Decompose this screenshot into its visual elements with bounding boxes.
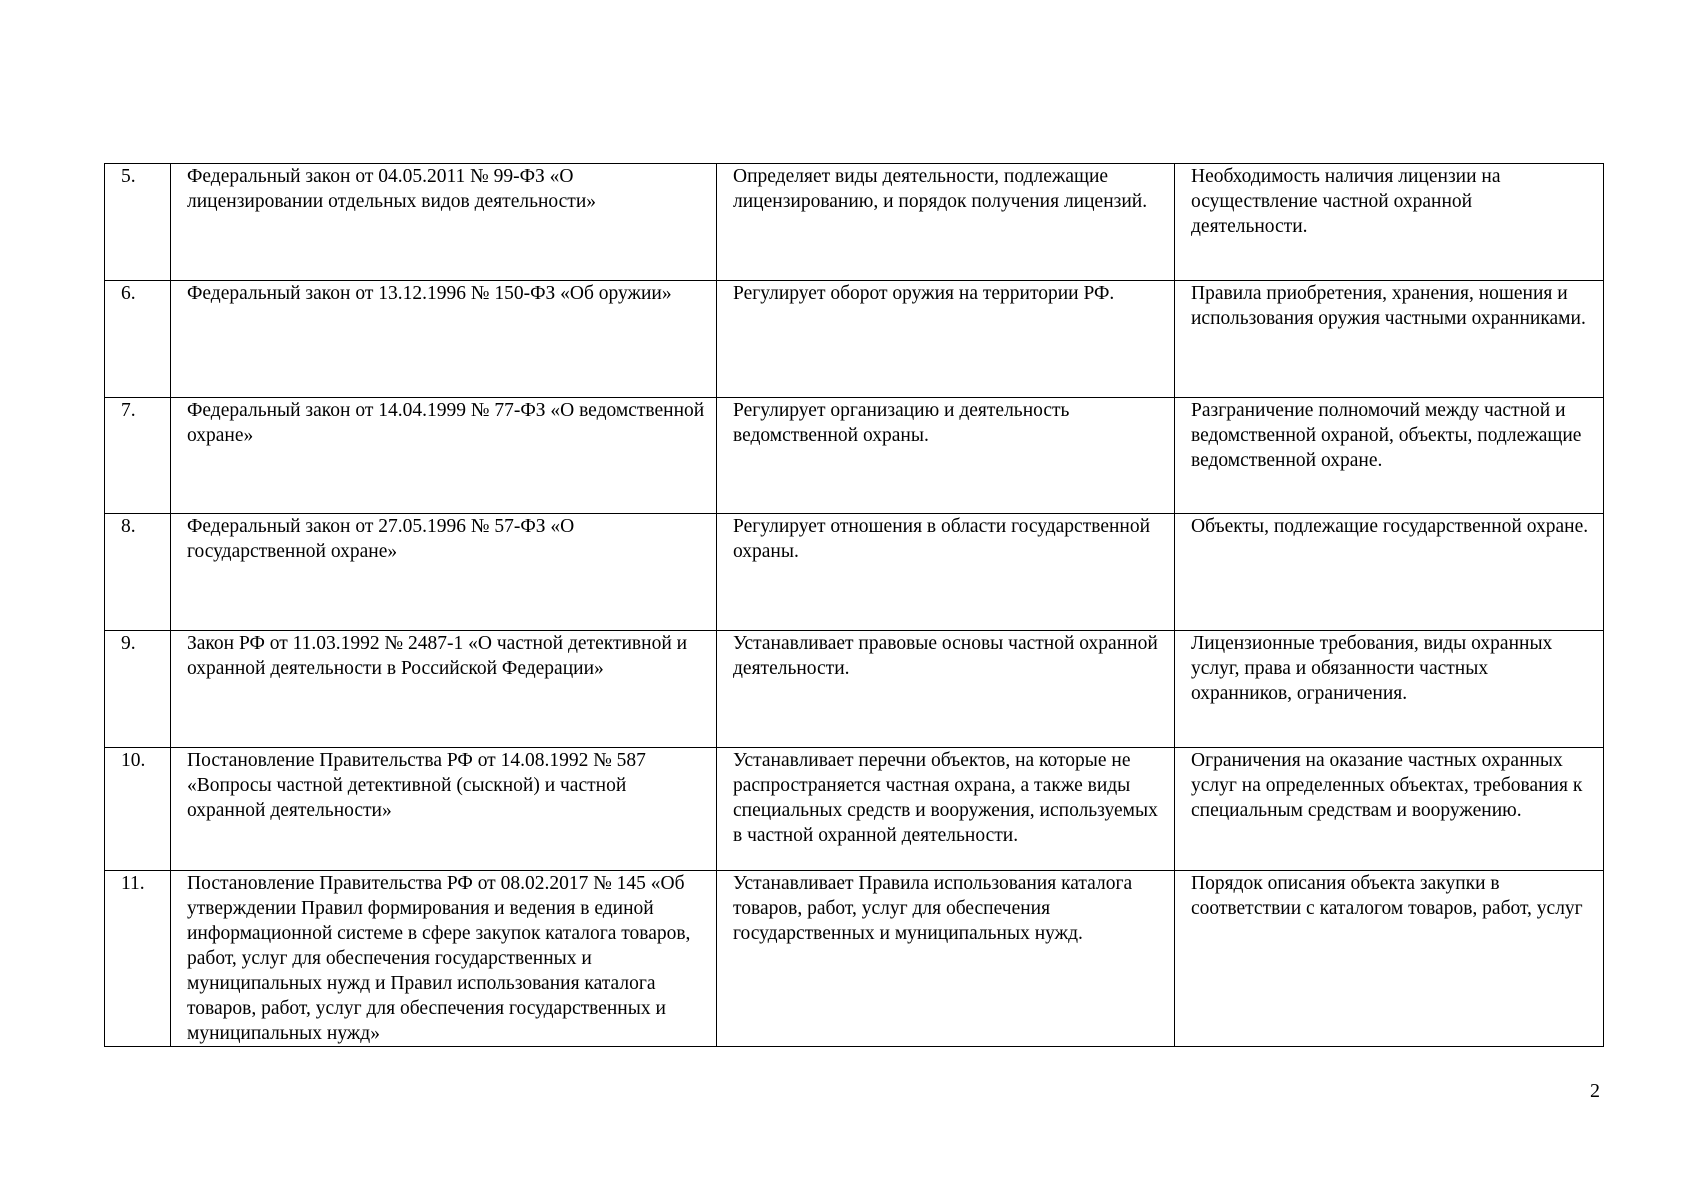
row-number: 8. (105, 514, 171, 631)
row-number: 7. (105, 398, 171, 514)
note-cell: Порядок описания объекта закупки в соответствии с каталогом товаров, работ, услуг (1175, 871, 1604, 1047)
document-name-cell: Постановление Правительства РФ от 08.02.2017 № 145 «Об утверждении Правил формирования и ведения в единой информационной системе в сфере закупок каталога товаров, работ, услуг для обеспечения государственных и муниципальных нужд и Правил использования каталога товаров, работ, услуг для обеспечения государственных и муниципальных нужд» (171, 871, 717, 1047)
table-row (105, 514, 1604, 631)
document-name-cell: Постановление Правительства РФ от 14.08.1992 № 587 «Вопросы частной детективной (сыскной) и частной охранной деятельности» (171, 748, 717, 871)
document-name-cell: Федеральный закон от 27.05.1996 № 57-ФЗ «О государственной охране» (171, 514, 717, 631)
note-cell: Необходимость наличия лицензии на осуществление частной охранной деятельности. (1175, 164, 1604, 281)
note-cell: Объекты, подлежащие государственной охране. (1175, 514, 1604, 631)
row-number: 9. (105, 631, 171, 748)
description-cell: Регулирует отношения в области государственной охраны. (717, 514, 1175, 631)
document-name-cell: Закон РФ от 11.03.1992 № 2487-1 «О частной детективной и охранной деятельности в Российской Федерации» (171, 631, 717, 748)
document-name-cell: Федеральный закон от 14.04.1999 № 77-ФЗ «О ведомственной охране» (171, 398, 717, 514)
description-cell: Регулирует организацию и деятельность ведомственной охраны. (717, 398, 1175, 514)
table-row (105, 398, 1604, 514)
description-cell: Регулирует оборот оружия на территории РФ. (717, 281, 1175, 398)
note-cell: Лицензионные требования, виды охранных услуг, права и обязанности частных охранников, ограничения. (1175, 631, 1604, 748)
row-number: 6. (105, 281, 171, 398)
page-number: 2 (1590, 1080, 1600, 1102)
table-row (105, 281, 1604, 398)
row-number: 10. (105, 748, 171, 871)
legislation-table (104, 163, 1604, 1047)
document-name-cell: Федеральный закон от 04.05.2011 № 99-ФЗ «О лицензировании отдельных видов деятельности» (171, 164, 717, 281)
row-number: 11. (105, 871, 171, 1047)
description-cell: Устанавливает перечни объектов, на которые не распространяется частная охрана, а также виды специальных средств и вооружения, используемых в частной охранной деятельности. (717, 748, 1175, 871)
note-cell: Правила приобретения, хранения, ношения и использования оружия частными охранниками. (1175, 281, 1604, 398)
document-name-cell: Федеральный закон от 13.12.1996 № 150-ФЗ «Об оружии» (171, 281, 717, 398)
table-row (105, 164, 1604, 281)
description-cell: Устанавливает правовые основы частной охранной деятельности. (717, 631, 1175, 748)
note-cell: Разграничение полномочий между частной и ведомственной охраной, объекты, подлежащие ведомственной охране. (1175, 398, 1604, 514)
description-cell: Определяет виды деятельности, подлежащие лицензированию, и порядок получения лицензий. (717, 164, 1175, 281)
table-row (105, 631, 1604, 748)
table-row (105, 871, 1604, 1047)
description-cell: Устанавливает Правила использования каталога товаров, работ, услуг для обеспечения государственных и муниципальных нужд. (717, 871, 1175, 1047)
note-cell: Ограничения на оказание частных охранных услуг на определенных объектах, требования к специальным средствам и вооружению. (1175, 748, 1604, 871)
row-number: 5. (105, 164, 171, 281)
table-row (105, 748, 1604, 871)
